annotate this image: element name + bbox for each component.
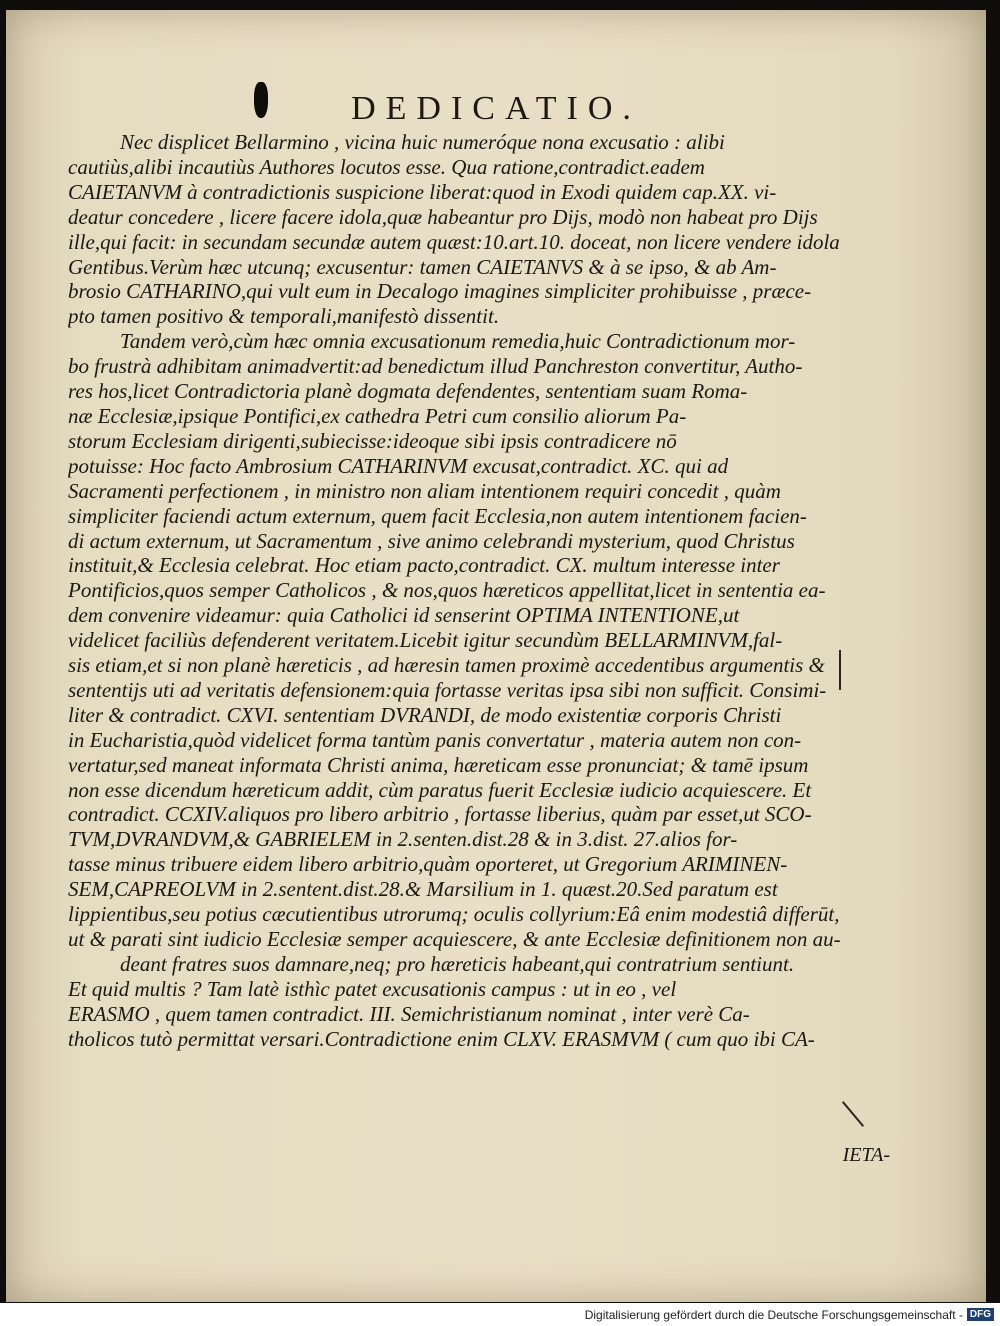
text-line: tholicos tutò permittat versari.Contradictione enim CLXV. ERASMVM ( cum quo ibi CA-: [68, 1026, 815, 1051]
text-line: Et quid multis ? Tam latè isthìc patet excusationis campus : ut in eo , vel: [68, 976, 677, 1001]
text-line: Sacramenti perfectionem , in ministro non aliam intentionem requiri concedit , quàm: [68, 478, 781, 503]
text-line: sis etiam,et si non planè hæreticis , ad hæresin tamen proximè accedentibus argumentis &: [68, 653, 825, 678]
text-line: vertatur,sed maneat informata Christi anima, hæreticam esse pronunciat; & tamē ipsum: [68, 752, 809, 777]
text-line: ut & parati sint iudicio Ecclesiæ semper acquiescere, & ante Ecclesiæ definitionem non au-: [68, 927, 841, 951]
text-line: videlicet faciliùs defenderent veritatem.Licebit igitur secundùm BELLARMINVM,fal-: [68, 628, 783, 653]
text-line: di actum externum, ut Sacramentum , sive animo celebrandi mysterium, quod Christus: [68, 528, 795, 553]
text-line: deatur concedere , licere facere idola,quæ habeantur pro Dijs, modò non habeat pro Dijs: [68, 204, 818, 229]
text-line: res hos,licet Contradictoria planè dogmata defendentes, sententiam suam Roma-: [68, 379, 748, 404]
text-line: potuisse: Hoc facto Ambrosium CATHARINVM excusat,contradict. XC. qui ad: [68, 453, 729, 478]
text-line: Pontificios,quos semper Catholicos , & nos,quos hæreticos appellitat,licet in sententia ea-: [68, 578, 826, 603]
text-line: storum Ecclesiam dirigenti,subiecisse:ideoque sibi ipsis contradicere nō: [68, 428, 677, 453]
catchword: IETA-: [842, 1144, 890, 1166]
text-line: dem convenire videamur: quia Catholici id senserint OPTIMA INTENTIONE,ut: [68, 603, 740, 628]
text-line: in Eucharistia,quòd videlicet forma tantùm panis convertatur , materia autem non con-: [68, 727, 802, 752]
book-page: [6, 10, 986, 1302]
text-line: non esse dicendum hæreticum addit, cùm paratus fuerit Ecclesiæ iudicio acquiescere. Et: [68, 777, 812, 802]
text-line: cautiùs,alibi incautiùs Authores locutos esse. Qua ratione,contradict.eadem: [68, 154, 705, 179]
dfg-logo-icon: DFG: [967, 1308, 994, 1321]
body-text: [68, 130, 930, 1052]
page-header: DEDICATIO.: [351, 90, 641, 127]
text-line: Tandem verò,cùm hæc omnia excusationum remedia,huic Contradictionum mor-: [120, 329, 796, 354]
text-line: næ Ecclesiæ,ipsique Pontifici,ex cathedra Petri cum consilio aliorum Pa-: [68, 403, 687, 428]
text-line: TVM,DVRANDVM,& GABRIELEM in 2.senten.dist.28 & in 3.dist. 27.alios for-: [68, 827, 738, 852]
text-line: pto tamen positivo & temporali,manifestò dissentit.: [68, 304, 500, 329]
footer-bar: [0, 1303, 1000, 1326]
text-line: Gentibus.Verùm hæc utcunq; excusentur: tamen CAIETANVS & à se ipso, & ab Am-: [68, 254, 777, 279]
text-line: simpliciter faciendi actum externum, quem facit Ecclesia,non autem intentionem facien-: [68, 503, 807, 528]
text-line: ERASMO , quem tamen contradict. III. Semichristianum nominat , inter verè Ca-: [68, 1001, 750, 1026]
text-line: tasse minus tribuere eidem libero arbitrio,quàm oporteret, ut Gregorium ARIMINEN-: [68, 852, 788, 877]
text-line: bo frustrà adhibitam animadvertit:ad benedictum illud Panchreston convertitur, Autho-: [68, 354, 803, 379]
text-line: CAIETANVM à contradictionis suspicione liberat:quod in Exodi quidem cap.XX. vi-: [68, 179, 777, 204]
text-line: liter & contradict. CXVI. sententiam DVRANDI, de modo existentiæ corporis Christi: [68, 702, 782, 727]
text-line: Nec displicet Bellarmino , vicina huic numeróque nona excusatio : alibi: [120, 130, 725, 154]
margin-mark: [842, 1101, 864, 1127]
text-line: SEM,CAPREOLVM in 2.sentent.dist.28.& Marsilium in 1. quæst.20.Sed paratum est: [68, 877, 778, 902]
text-line: lippientibus,seu potius cæcutientibus utrorumq; oculis collyrium:Eâ enim modestiâ differūt,: [68, 902, 840, 927]
text-line: ille,qui facit: in secundam secundæ autem quæst:10.art.10. doceat, non licere vendere idola: [68, 229, 840, 254]
footer-credit: Digitalisierung gefördert durch die Deutsche Forschungsgemeinschaft -: [584, 1307, 963, 1322]
text-line: sententijs uti ad veritatis defensionem:quia fortasse veritas ipsa sibi non sufficit. Consimi-: [68, 677, 827, 702]
margin-mark: [839, 650, 841, 690]
text-line: deant fratres suos damnare,neq; pro hæreticis habeant,qui contratrium sentiunt.: [120, 951, 795, 976]
text-line: instituit,& Ecclesia celebrat. Hoc etiam pacto,contradict. CX. multum interesse inter: [68, 553, 780, 578]
text-line: brosio CATHARINO,qui vult eum in Decalogo imagines simpliciter prohibuisse , præce-: [68, 279, 812, 304]
text-line: contradict. CCXIV.aliquos pro libero arbitrio , fortasse liberius, quàm par esset,ut SCO-: [68, 802, 812, 827]
